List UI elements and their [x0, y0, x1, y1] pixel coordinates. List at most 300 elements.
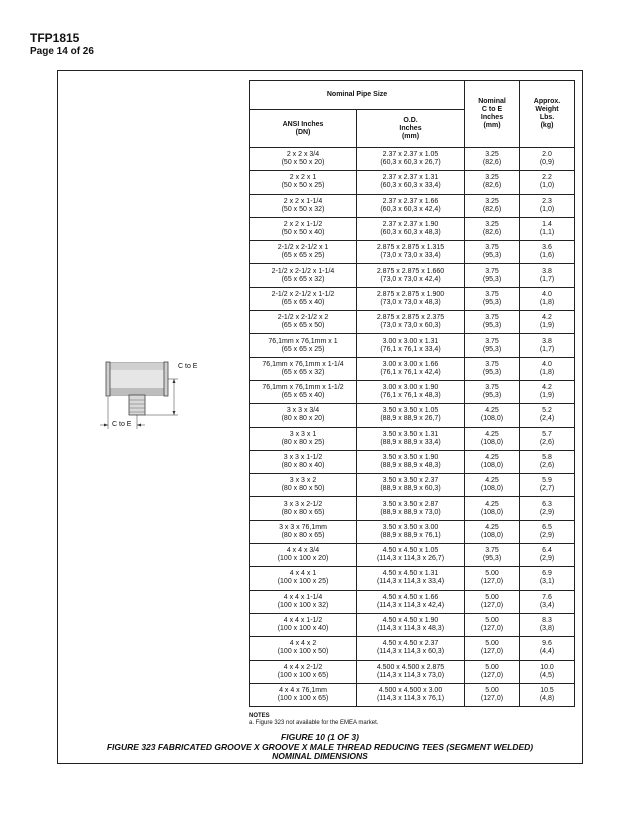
weight-cell-metric: (4,4) — [539, 648, 555, 656]
weight-cell-value: 3.8 — [542, 267, 552, 275]
od-cell — [357, 637, 465, 660]
c-to-e-cell-value: 4.25 — [485, 430, 499, 438]
c-to-e-cell — [465, 380, 520, 403]
ansi-cell-value: 2 x 2 x 1-1/2 — [283, 221, 323, 229]
c-to-e-cell-metric: (108,0) — [480, 531, 504, 539]
od-cell-metric: (114,3 x 114,3 x 76,1) — [376, 694, 445, 702]
weight-cell-metric: (2,9) — [539, 508, 555, 516]
table-row — [250, 474, 575, 497]
ansi-cell-metric: (65 x 65 x 40) — [281, 298, 325, 306]
od-cell — [357, 194, 465, 217]
ansi-cell — [250, 660, 357, 683]
od-cell-metric: (114,3 x 114,3 x 48,3) — [376, 625, 445, 633]
c-to-e-cell — [465, 334, 520, 357]
weight-cell — [520, 427, 575, 450]
od-cell-value: 4.50 x 4.50 x 1.66 — [382, 593, 439, 601]
table-row — [250, 334, 575, 357]
c-to-e-cell-metric: (82,6) — [482, 182, 502, 190]
weight-cell-metric: (1,9) — [539, 392, 555, 400]
ansi-cell-value: 4 x 4 x 1-1/2 — [283, 617, 323, 625]
od-cell-value: 2.875 x 2.875 x 1.315 — [376, 244, 445, 252]
od-cell — [357, 264, 465, 287]
od-cell-metric: (73,0 x 73,0 x 48,3) — [380, 298, 441, 306]
weight-cell-metric: (4,5) — [539, 671, 555, 679]
od-cell — [357, 474, 465, 497]
table-row — [250, 660, 575, 683]
ansi-cell-metric: (100 x 100 x 40) — [277, 625, 329, 633]
c-to-e-cell-value: 4.25 — [485, 454, 499, 461]
od-cell-metric: (73,0 x 73,0 x 42,4) — [380, 275, 441, 283]
c-to-e-cell-value: 5.00 — [485, 570, 499, 578]
ansi-cell-metric: (65 x 65 x 25) — [281, 345, 325, 353]
c-to-e-cell — [465, 217, 520, 240]
od-cell-metric: (88,9 x 88,9 x 33,4) — [380, 438, 441, 446]
od-cell-metric: (114,3 x 114,3 x 73,0) — [376, 671, 445, 679]
ansi-cell-value: 3 x 3 x 76,1mm — [279, 523, 327, 531]
ansi-cell — [250, 450, 357, 473]
ansi-cell-value: 4 x 4 x 1 — [289, 570, 317, 578]
od-cell — [357, 497, 465, 520]
weight-cell — [520, 520, 575, 543]
ansi-cell-value: 2-1/2 x 2-1/2 x 1 — [277, 244, 329, 252]
c-to-e-cell-value: 5.00 — [485, 663, 499, 671]
weight-cell — [520, 334, 575, 357]
weight-cell-value: 6.3 — [542, 500, 552, 508]
c-to-e-cell-value: 5.00 — [485, 686, 499, 694]
c-to-e-cell-metric: (127,0) — [480, 578, 504, 586]
note-a: a. Figure 323 not available for the EMEA market. — [249, 720, 379, 726]
weight-cell-metric: (2,6) — [539, 462, 555, 469]
weight-cell-value: 4.0 — [542, 290, 552, 298]
ansi-cell-metric: (100 x 100 x 65) — [277, 694, 329, 702]
od-cell-value: 3.00 x 3.00 x 1.66 — [382, 360, 439, 368]
weight-cell — [520, 683, 575, 706]
ansi-cell-value: 3 x 3 x 3/4 — [286, 407, 320, 415]
ansi-cell-metric: (80 x 80 x 25) — [281, 438, 325, 446]
c-to-e-cell-metric: (108,0) — [480, 462, 504, 469]
ansi-cell — [250, 683, 357, 706]
od-cell-metric: (88,9 x 88,9 x 26,7) — [380, 415, 441, 423]
ansi-cell-value: 4 x 4 x 2-1/2 — [283, 663, 323, 671]
od-cell-metric: (60,3 x 60,3 x 42,4) — [380, 205, 441, 213]
ansi-cell — [250, 637, 357, 660]
weight-cell — [520, 264, 575, 287]
weight-cell — [520, 637, 575, 660]
ansi-cell — [250, 241, 357, 264]
od-cell-value: 3.50 x 3.50 x 2.87 — [382, 500, 439, 508]
weight-cell-value: 8.3 — [542, 617, 552, 625]
table-row — [250, 311, 575, 334]
c-to-e-cell-metric: (127,0) — [480, 694, 504, 702]
ansi-cell-metric: (80 x 80 x 20) — [281, 415, 325, 423]
weight-cell-value: 7.6 — [542, 593, 552, 601]
c-to-e-horizontal-label: C to E — [112, 421, 132, 428]
c-to-e-cell — [465, 287, 520, 310]
c-to-e-cell-value: 3.75 — [485, 290, 499, 298]
weight-cell — [520, 148, 575, 171]
table-row — [250, 544, 575, 567]
ansi-cell-metric: (50 x 50 x 40) — [281, 229, 325, 237]
weight-cell — [520, 544, 575, 567]
od-cell-value: 4.50 x 4.50 x 1.31 — [382, 570, 439, 578]
ansi-cell-value: 3 x 3 x 1 — [289, 430, 317, 438]
ansi-cell-value: 4 x 4 x 1-1/4 — [283, 593, 323, 601]
ansi-cell-metric: (65 x 65 x 32) — [281, 275, 325, 283]
c-to-e-cell-value: 5.00 — [485, 640, 499, 648]
od-cell-metric: (73,0 x 73,0 x 33,4) — [380, 252, 441, 260]
c-to-e-cell — [465, 544, 520, 567]
ansi-cell — [250, 497, 357, 520]
weight-cell — [520, 660, 575, 683]
table-row — [250, 567, 575, 590]
ansi-cell — [250, 567, 357, 590]
document-id: TFP1815 — [30, 31, 80, 45]
c-to-e-cell-metric: (95,3) — [482, 322, 502, 330]
weight-cell-value: 6.9 — [542, 570, 552, 578]
od-cell — [357, 590, 465, 613]
ansi-cell-value: 76,1mm x 76,1mm x 1-1/4 — [262, 360, 344, 368]
weight-cell-value: 5.8 — [542, 454, 552, 461]
ansi-cell — [250, 474, 357, 497]
ansi-cell-metric: (50 x 50 x 20) — [281, 159, 325, 167]
od-cell — [357, 334, 465, 357]
od-cell-value: 3.50 x 3.50 x 1.31 — [382, 430, 439, 438]
c-to-e-cell-metric: (95,3) — [482, 392, 502, 400]
od-cell-value: 2.875 x 2.875 x 1.660 — [376, 267, 445, 275]
c-to-e-cell — [465, 311, 520, 334]
weight-cell-metric: (0,9) — [539, 159, 555, 167]
c-to-e-cell — [465, 637, 520, 660]
figure-caption — [57, 733, 583, 762]
weight-cell — [520, 194, 575, 217]
c-to-e-cell — [465, 590, 520, 613]
weight-cell-metric: (1,6) — [539, 252, 555, 260]
ansi-cell — [250, 217, 357, 240]
ansi-cell — [250, 148, 357, 171]
c-to-e-cell — [465, 450, 520, 473]
od-cell — [357, 544, 465, 567]
dimensions-table — [249, 80, 575, 707]
od-cell-metric: (114,3 x 114,3 x 60,3) — [376, 648, 445, 656]
od-cell-metric: (88,9 x 88,9 x 60,3) — [380, 485, 441, 493]
od-cell-value: 2.37 x 2.37 x 1.66 — [382, 197, 439, 205]
notes-title: NOTES — [249, 713, 270, 719]
weight-cell — [520, 380, 575, 403]
weight-cell-value: 2.0 — [542, 151, 552, 159]
tee-drawing — [98, 355, 248, 435]
table-row — [250, 613, 575, 636]
table-row — [250, 404, 575, 427]
ansi-cell — [250, 590, 357, 613]
ansi-cell-metric: (80 x 80 x 50) — [281, 485, 325, 493]
weight-cell-value: 4.2 — [542, 314, 552, 322]
ansi-cell — [250, 404, 357, 427]
weight-cell-metric: (2,6) — [539, 438, 555, 446]
weight-cell-value: 5.7 — [542, 430, 552, 438]
od-cell-metric: (88,9 x 88,9 x 76,1) — [380, 531, 441, 539]
c-to-e-cell-value: 5.00 — [485, 617, 499, 625]
caption-line-2: FIGURE 323 FABRICATED GROOVE X GROOVE X MALE THREAD REDUCING TEES (SEGMENT WELDED) — [106, 741, 534, 752]
c-to-e-cell-value: 5.00 — [485, 593, 499, 601]
ansi-cell — [250, 287, 357, 310]
c-to-e-cell-metric: (127,0) — [480, 648, 504, 656]
od-cell-value: 4.500 x 4.500 x 3.00 — [378, 686, 443, 694]
od-cell — [357, 567, 465, 590]
weight-cell — [520, 567, 575, 590]
od-cell-value: 3.50 x 3.50 x 1.90 — [382, 454, 439, 461]
ansi-cell-metric: (100 x 100 x 65) — [277, 671, 329, 679]
od-cell — [357, 660, 465, 683]
od-cell — [357, 217, 465, 240]
od-cell — [357, 380, 465, 403]
od-cell-metric: (76,1 x 76,1 x 33,4) — [380, 345, 441, 353]
weight-cell-metric: (1,8) — [539, 298, 555, 306]
ansi-cell — [250, 427, 357, 450]
ansi-cell — [250, 613, 357, 636]
c-to-e-cell-metric: (95,3) — [482, 275, 502, 283]
weight-cell — [520, 241, 575, 264]
ansi-cell — [250, 357, 357, 380]
weight-cell-metric: (1,0) — [539, 182, 555, 190]
ansi-cell — [250, 544, 357, 567]
weight-cell — [520, 357, 575, 380]
c-to-e-cell — [465, 404, 520, 427]
c-to-e-cell-value: 4.25 — [485, 500, 499, 508]
od-cell-metric: (73,0 x 73,0 x 60,3) — [380, 322, 441, 330]
page-header — [30, 32, 94, 58]
c-to-e-cell-metric: (108,0) — [480, 485, 504, 493]
table-row — [250, 427, 575, 450]
c-to-e-cell — [465, 357, 520, 380]
weight-cell — [520, 474, 575, 497]
weight-cell-metric: (2,4) — [539, 415, 555, 423]
weight-cell-metric: (2,9) — [539, 555, 555, 563]
ansi-cell-value: 76,1mm x 76,1mm x 1 — [268, 337, 338, 345]
od-cell-metric: (60,3 x 60,3 x 26,7) — [380, 159, 441, 167]
c-to-e-cell-value: 3.75 — [485, 360, 499, 368]
c-to-e-cell-value: 3.25 — [485, 221, 499, 229]
ansi-cell-value: 4 x 4 x 2 — [289, 640, 317, 648]
ansi-cell-value: 2 x 2 x 1 — [289, 174, 317, 182]
od-cell-metric: (60,3 x 60,3 x 48,3) — [380, 229, 441, 237]
table-row — [250, 590, 575, 613]
weight-cell-metric: (3,8) — [539, 625, 555, 633]
c-to-e-cell-metric: (108,0) — [480, 415, 504, 423]
ansi-cell-value: 76,1mm x 76,1mm x 1-1/2 — [262, 384, 344, 392]
c-to-e-cell-metric: (127,0) — [480, 625, 504, 633]
weight-cell-metric: (3,4) — [539, 601, 555, 609]
od-cell — [357, 683, 465, 706]
weight-cell — [520, 287, 575, 310]
od-cell-metric: (114,3 x 114,3 x 42,4) — [376, 601, 445, 609]
c-to-e-cell-metric: (108,0) — [480, 438, 504, 446]
c-to-e-header: Nominal C to E Inches (mm) — [465, 81, 520, 148]
weight-cell-value: 6.5 — [542, 523, 552, 531]
ansi-cell-value: 2-1/2 x 2-1/2 x 1-1/4 — [271, 267, 335, 275]
ansi-cell-metric: (65 x 65 x 32) — [281, 368, 325, 376]
od-cell — [357, 520, 465, 543]
table-row — [250, 171, 575, 194]
od-cell-metric: (88,9 x 88,9 x 73,0) — [380, 508, 441, 516]
table-body — [250, 148, 575, 707]
od-header: O.D. Inches (mm) — [357, 110, 465, 148]
c-to-e-cell-value: 3.25 — [485, 174, 499, 182]
weight-cell-metric: (3,1) — [539, 578, 555, 586]
c-to-e-cell — [465, 520, 520, 543]
ansi-cell-metric: (100 x 100 x 25) — [277, 578, 329, 586]
ansi-cell-metric: (100 x 100 x 32) — [277, 601, 329, 609]
c-to-e-cell — [465, 660, 520, 683]
od-cell — [357, 287, 465, 310]
table-row — [250, 683, 575, 706]
ansi-cell-metric: (80 x 80 x 65) — [281, 508, 325, 516]
ansi-cell-metric: (65 x 65 x 40) — [281, 392, 325, 400]
c-to-e-cell — [465, 683, 520, 706]
od-cell-value: 4.50 x 4.50 x 1.90 — [382, 617, 439, 625]
weight-cell — [520, 171, 575, 194]
ansi-cell-metric: (65 x 65 x 25) — [281, 252, 325, 260]
c-to-e-cell-value: 3.25 — [485, 197, 499, 205]
ansi-header: ANSI Inches (DN) — [250, 110, 357, 148]
c-to-e-cell-metric: (95,3) — [482, 298, 502, 306]
notes — [249, 713, 378, 727]
weight-cell — [520, 404, 575, 427]
ansi-cell — [250, 311, 357, 334]
table-row — [250, 450, 575, 473]
caption-line-3: NOMINAL DIMENSIONS — [272, 751, 368, 761]
weight-cell-metric: (2,9) — [539, 531, 555, 539]
weight-cell-value: 5.2 — [542, 407, 552, 415]
c-to-e-cell-metric: (127,0) — [480, 671, 504, 679]
ansi-cell — [250, 194, 357, 217]
ansi-cell-metric: (50 x 50 x 32) — [281, 205, 325, 213]
weight-cell-metric: (1,7) — [539, 275, 555, 283]
weight-cell-value: 5.9 — [542, 477, 552, 485]
weight-cell — [520, 311, 575, 334]
ansi-cell — [250, 380, 357, 403]
ansi-cell-value: 3 x 3 x 2-1/2 — [283, 500, 323, 508]
od-cell-metric: (76,1 x 76,1 x 42,4) — [380, 368, 441, 376]
od-cell — [357, 450, 465, 473]
c-to-e-cell-value: 4.25 — [485, 477, 499, 485]
weight-cell-metric: (2,7) — [539, 485, 555, 493]
ansi-cell-value: 4 x 4 x 3/4 — [286, 547, 320, 555]
table-row — [250, 287, 575, 310]
od-cell — [357, 357, 465, 380]
od-cell-value: 4.500 x 4.500 x 2.875 — [376, 663, 445, 671]
ansi-cell-metric: (100 x 100 x 20) — [277, 555, 329, 563]
c-to-e-cell-value: 3.75 — [485, 267, 499, 275]
c-to-e-cell — [465, 171, 520, 194]
weight-cell — [520, 613, 575, 636]
weight-cell — [520, 497, 575, 520]
c-to-e-cell — [465, 497, 520, 520]
weight-cell-value: 9.6 — [542, 640, 552, 648]
od-cell-value: 3.00 x 3.00 x 1.31 — [382, 337, 439, 345]
weight-cell-value: 10.5 — [540, 686, 554, 694]
od-cell — [357, 404, 465, 427]
caption-line-1: FIGURE 10 (1 OF 3) — [281, 732, 359, 742]
table-row — [250, 520, 575, 543]
od-cell-value: 4.50 x 4.50 x 2.37 — [382, 640, 439, 648]
ansi-cell-metric: (80 x 80 x 65) — [281, 531, 325, 539]
c-to-e-cell — [465, 474, 520, 497]
od-cell-value: 3.50 x 3.50 x 3.00 — [382, 523, 439, 531]
table-row — [250, 217, 575, 240]
ansi-cell-value: 2-1/2 x 2-1/2 x 2 — [277, 314, 329, 322]
c-to-e-cell-metric: (127,0) — [480, 601, 504, 609]
ansi-cell-value: 2 x 2 x 1-1/4 — [283, 197, 323, 205]
ansi-cell-value: 3 x 3 x 2 — [289, 477, 317, 485]
od-cell — [357, 613, 465, 636]
page-number: Page 14 of 26 — [30, 46, 94, 57]
od-cell-value: 2.875 x 2.875 x 2.375 — [376, 314, 445, 322]
weight-cell-metric: (1,1) — [539, 229, 555, 237]
c-to-e-cell-value: 3.25 — [485, 151, 499, 159]
ansi-cell — [250, 334, 357, 357]
c-to-e-cell-metric: (95,3) — [482, 368, 502, 376]
weight-cell-value: 6.4 — [542, 547, 552, 555]
table-row — [250, 194, 575, 217]
weight-cell-value: 2.2 — [542, 174, 552, 182]
ansi-cell-value: 2 x 2 x 3/4 — [286, 151, 320, 159]
ansi-cell-metric: (50 x 50 x 25) — [281, 182, 325, 190]
weight-cell-value: 3.8 — [542, 337, 552, 345]
ansi-cell — [250, 171, 357, 194]
c-to-e-cell-value: 4.25 — [485, 523, 499, 531]
od-cell — [357, 427, 465, 450]
ansi-cell — [250, 264, 357, 287]
c-to-e-cell — [465, 241, 520, 264]
c-to-e-cell — [465, 148, 520, 171]
od-cell-value: 2.875 x 2.875 x 1.900 — [376, 290, 445, 298]
c-to-e-cell — [465, 567, 520, 590]
weight-cell-metric: (1,8) — [539, 368, 555, 376]
c-to-e-cell-metric: (95,3) — [482, 252, 502, 260]
od-cell — [357, 171, 465, 194]
weight-cell-metric: (4,8) — [539, 694, 555, 702]
table-row — [250, 148, 575, 171]
c-to-e-cell-value: 3.75 — [485, 314, 499, 322]
weight-cell — [520, 217, 575, 240]
c-to-e-cell-metric: (108,0) — [480, 508, 504, 516]
od-cell-value: 3.00 x 3.00 x 1.90 — [382, 384, 439, 392]
c-to-e-cell-metric: (95,3) — [482, 345, 502, 353]
c-to-e-cell-value: 3.75 — [485, 244, 499, 252]
weight-cell-value: 4.0 — [542, 360, 552, 368]
ansi-cell-value: 4 x 4 x 76,1mm — [279, 686, 327, 694]
c-to-e-cell-metric: (82,6) — [482, 205, 502, 213]
nominal-pipe-size-header: Nominal Pipe Size — [250, 81, 465, 110]
od-cell-metric: (60,3 x 60,3 x 33,4) — [380, 182, 441, 190]
od-cell-metric: (114,3 x 114,3 x 26,7) — [376, 555, 445, 563]
od-cell — [357, 241, 465, 264]
od-cell-value: 2.37 x 2.37 x 1.05 — [382, 151, 439, 159]
od-cell-metric: (114,3 x 114,3 x 33,4) — [376, 578, 445, 586]
c-to-e-vertical-label: C to E — [178, 363, 198, 370]
table-row — [250, 357, 575, 380]
ansi-cell-metric: (100 x 100 x 50) — [277, 648, 329, 656]
ansi-cell-value: 2-1/2 x 2-1/2 x 1-1/2 — [271, 290, 335, 298]
od-cell-value: 4.50 x 4.50 x 1.05 — [382, 547, 439, 555]
c-to-e-cell — [465, 427, 520, 450]
c-to-e-cell-metric: (82,6) — [482, 229, 502, 237]
table-row — [250, 241, 575, 264]
c-to-e-cell-value: 3.75 — [485, 547, 499, 555]
ansi-cell — [250, 520, 357, 543]
weight-cell-value: 2.3 — [542, 197, 552, 205]
ansi-cell-metric: (65 x 65 x 50) — [281, 322, 325, 330]
